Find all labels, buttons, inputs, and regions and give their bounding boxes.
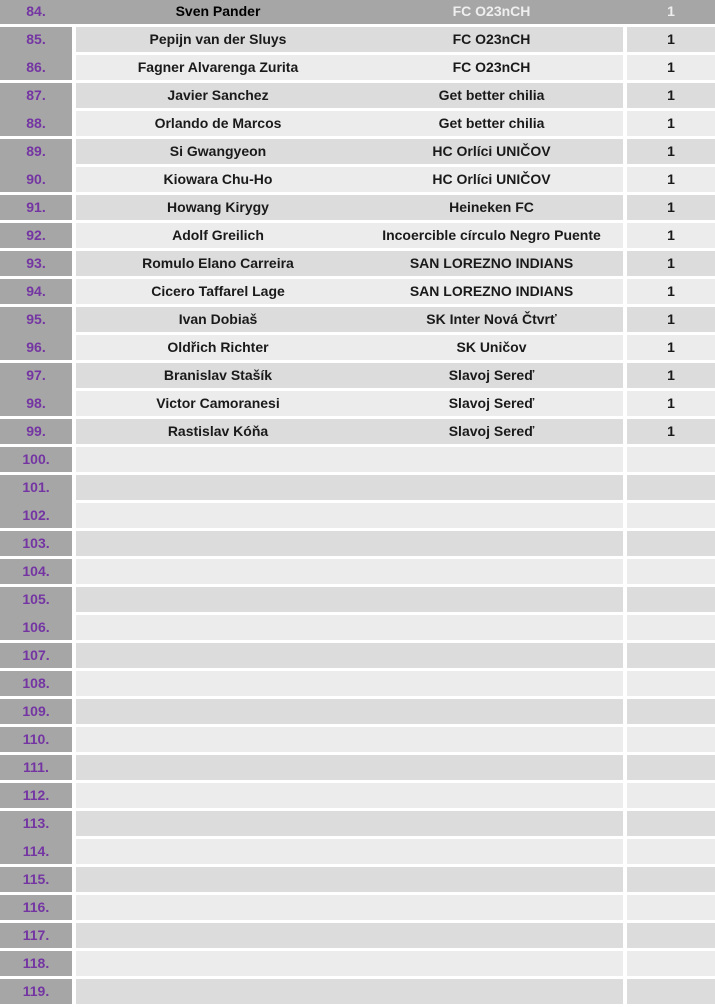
- player-cell: Rastislav Kóňa: [76, 419, 360, 444]
- table-row: [0, 895, 715, 920]
- club-cell: [360, 951, 623, 976]
- table-row: [0, 279, 715, 304]
- table-row: [0, 391, 715, 416]
- table-row: [0, 307, 715, 332]
- goals-cell: [627, 755, 715, 780]
- rank-cell: 92.: [0, 223, 72, 248]
- player-cell: [76, 447, 360, 472]
- table-row: [0, 867, 715, 892]
- club-cell: Heineken FC: [360, 195, 623, 220]
- goals-cell: 1: [627, 27, 715, 52]
- goals-cell: [627, 867, 715, 892]
- rank-cell: 106.: [0, 615, 72, 640]
- rank-cell: 85.: [0, 27, 72, 52]
- player-cell: [76, 699, 360, 724]
- goals-cell: [627, 979, 715, 1004]
- rank-cell: 98.: [0, 391, 72, 416]
- club-cell: Slavoj Sereď: [360, 391, 623, 416]
- table-row: [0, 223, 715, 248]
- player-cell: [76, 643, 360, 668]
- goals-cell: 1: [627, 391, 715, 416]
- rank-cell: 107.: [0, 643, 72, 668]
- rank-cell: 112.: [0, 783, 72, 808]
- goals-cell: [627, 951, 715, 976]
- club-cell: [360, 475, 623, 500]
- table-row: [0, 587, 715, 612]
- player-cell: [76, 475, 360, 500]
- rank-cell: 86.: [0, 55, 72, 80]
- rank-cell: 111.: [0, 755, 72, 780]
- player-cell: Branislav Stašík: [76, 363, 360, 388]
- table-row: [0, 0, 715, 24]
- player-cell: Fagner Alvarenga Zurita: [76, 55, 360, 80]
- player-cell: [76, 951, 360, 976]
- goals-cell: 1: [627, 223, 715, 248]
- table-row: [0, 251, 715, 276]
- rank-cell: 115.: [0, 867, 72, 892]
- player-cell: [76, 895, 360, 920]
- goals-cell: [627, 475, 715, 500]
- club-cell: Slavoj Sereď: [360, 363, 623, 388]
- player-cell: [76, 615, 360, 640]
- player-cell: Victor Camoranesi: [76, 391, 360, 416]
- goals-cell: [627, 895, 715, 920]
- club-cell: Get better chilia: [360, 83, 623, 108]
- rank-cell: 117.: [0, 923, 72, 948]
- club-cell: FC O23nCH: [360, 27, 623, 52]
- rank-cell: 93.: [0, 251, 72, 276]
- club-cell: [360, 727, 623, 752]
- player-cell: Orlando de Marcos: [76, 111, 360, 136]
- player-cell: Howang Kirygy: [76, 195, 360, 220]
- table-row: [0, 699, 715, 724]
- goals-cell: [627, 839, 715, 864]
- goals-cell: 1: [627, 55, 715, 80]
- rank-cell: 99.: [0, 419, 72, 444]
- goals-cell: 1: [627, 279, 715, 304]
- table-row: [0, 839, 715, 864]
- rank-cell: 114.: [0, 839, 72, 864]
- goals-cell: [627, 587, 715, 612]
- goals-cell: 1: [627, 251, 715, 276]
- player-cell: [76, 531, 360, 556]
- rank-cell: 84.: [0, 0, 72, 24]
- club-cell: SAN LOREZNO INDIANS: [360, 251, 623, 276]
- goals-cell: [627, 447, 715, 472]
- rank-cell: 119.: [0, 979, 72, 1004]
- player-cell: Javier Sanchez: [76, 83, 360, 108]
- table-row: [0, 503, 715, 528]
- player-cell: [76, 867, 360, 892]
- player-cell: [76, 559, 360, 584]
- club-cell: [360, 783, 623, 808]
- table-row: [0, 979, 715, 1004]
- club-cell: [360, 979, 623, 1004]
- player-cell: Oldřich Richter: [76, 335, 360, 360]
- player-cell: [76, 839, 360, 864]
- table-row: [0, 923, 715, 948]
- player-cell: [76, 587, 360, 612]
- rank-cell: 118.: [0, 951, 72, 976]
- player-cell: Kiowara Chu-Ho: [76, 167, 360, 192]
- table-row: [0, 811, 715, 836]
- goals-cell: [627, 531, 715, 556]
- club-cell: [360, 811, 623, 836]
- goals-cell: 1: [627, 195, 715, 220]
- rank-cell: 105.: [0, 587, 72, 612]
- table-row: [0, 783, 715, 808]
- rank-cell: 94.: [0, 279, 72, 304]
- table-row: [0, 167, 715, 192]
- goals-cell: 1: [627, 335, 715, 360]
- player-cell: [76, 755, 360, 780]
- goals-cell: 1: [627, 139, 715, 164]
- table-row: [0, 335, 715, 360]
- table-row: [0, 83, 715, 108]
- goals-cell: [627, 559, 715, 584]
- goals-cell: 1: [627, 307, 715, 332]
- rank-cell: 101.: [0, 475, 72, 500]
- goals-cell: 1: [627, 83, 715, 108]
- club-cell: [360, 559, 623, 584]
- player-cell: Ivan Dobiaš: [76, 307, 360, 332]
- club-cell: [360, 867, 623, 892]
- club-cell: Incoercible círculo Negro Puente: [360, 223, 623, 248]
- club-cell: Slavoj Sereď: [360, 419, 623, 444]
- club-cell: [360, 503, 623, 528]
- club-cell: HC Orlíci UNIČOV: [360, 139, 623, 164]
- table-row: [0, 139, 715, 164]
- goals-cell: 1: [627, 111, 715, 136]
- rank-cell: 103.: [0, 531, 72, 556]
- table-row: [0, 643, 715, 668]
- rank-cell: 113.: [0, 811, 72, 836]
- club-cell: [360, 699, 623, 724]
- club-cell: FC O23nCH: [360, 55, 623, 80]
- club-cell: [360, 923, 623, 948]
- club-cell: [360, 643, 623, 668]
- club-cell: SAN LOREZNO INDIANS: [360, 279, 623, 304]
- goals-cell: [627, 811, 715, 836]
- goals-cell: [627, 643, 715, 668]
- rank-cell: 88.: [0, 111, 72, 136]
- table-row: [0, 111, 715, 136]
- club-cell: SK Inter Nová Čtvrť: [360, 307, 623, 332]
- player-cell: Pepijn van der Sluys: [76, 27, 360, 52]
- player-cell: Adolf Greilich: [76, 223, 360, 248]
- club-cell: Get better chilia: [360, 111, 623, 136]
- rank-cell: 91.: [0, 195, 72, 220]
- rank-cell: 104.: [0, 559, 72, 584]
- goals-cell: 1: [627, 419, 715, 444]
- club-cell: [360, 755, 623, 780]
- table-row: [0, 363, 715, 388]
- club-cell: [360, 447, 623, 472]
- table-row: [0, 447, 715, 472]
- club-cell: [360, 531, 623, 556]
- rank-cell: 108.: [0, 671, 72, 696]
- club-cell: HC Orlíci UNIČOV: [360, 167, 623, 192]
- goals-cell: [627, 615, 715, 640]
- table-row: [0, 559, 715, 584]
- player-cell: [76, 727, 360, 752]
- rank-cell: 110.: [0, 727, 72, 752]
- club-cell: [360, 895, 623, 920]
- player-cell: [76, 671, 360, 696]
- club-cell: FC O23nCH: [360, 0, 623, 24]
- rank-cell: 87.: [0, 83, 72, 108]
- club-cell: [360, 839, 623, 864]
- player-cell: Romulo Elano Carreira: [76, 251, 360, 276]
- rank-cell: 95.: [0, 307, 72, 332]
- player-cell: [76, 783, 360, 808]
- table-row: [0, 419, 715, 444]
- rank-cell: 96.: [0, 335, 72, 360]
- rank-cell: 102.: [0, 503, 72, 528]
- goals-cell: [627, 727, 715, 752]
- table-row: [0, 55, 715, 80]
- player-cell: [76, 923, 360, 948]
- rank-cell: 97.: [0, 363, 72, 388]
- goals-cell: 1: [627, 167, 715, 192]
- club-cell: [360, 615, 623, 640]
- goals-cell: 1: [627, 363, 715, 388]
- player-cell: Cicero Taffarel Lage: [76, 279, 360, 304]
- goals-cell: [627, 783, 715, 808]
- club-cell: SK Uničov: [360, 335, 623, 360]
- rank-cell: 116.: [0, 895, 72, 920]
- goals-cell: [627, 671, 715, 696]
- goals-cell: [627, 503, 715, 528]
- goals-cell: [627, 699, 715, 724]
- player-cell: Sven Pander: [76, 0, 360, 24]
- player-cell: [76, 811, 360, 836]
- table-row: [0, 27, 715, 52]
- rank-cell: 90.: [0, 167, 72, 192]
- player-cell: [76, 503, 360, 528]
- table-row: [0, 671, 715, 696]
- table-row: [0, 531, 715, 556]
- table-row: [0, 951, 715, 976]
- player-cell: [76, 979, 360, 1004]
- rank-cell: 100.: [0, 447, 72, 472]
- table-row: [0, 755, 715, 780]
- club-cell: [360, 587, 623, 612]
- player-cell: Si Gwangyeon: [76, 139, 360, 164]
- goals-cell: 1: [627, 0, 715, 24]
- rank-cell: 89.: [0, 139, 72, 164]
- goals-cell: [627, 923, 715, 948]
- rank-cell: 109.: [0, 699, 72, 724]
- table-row: [0, 727, 715, 752]
- table-row: [0, 475, 715, 500]
- table-row: [0, 615, 715, 640]
- table-row: [0, 195, 715, 220]
- club-cell: [360, 671, 623, 696]
